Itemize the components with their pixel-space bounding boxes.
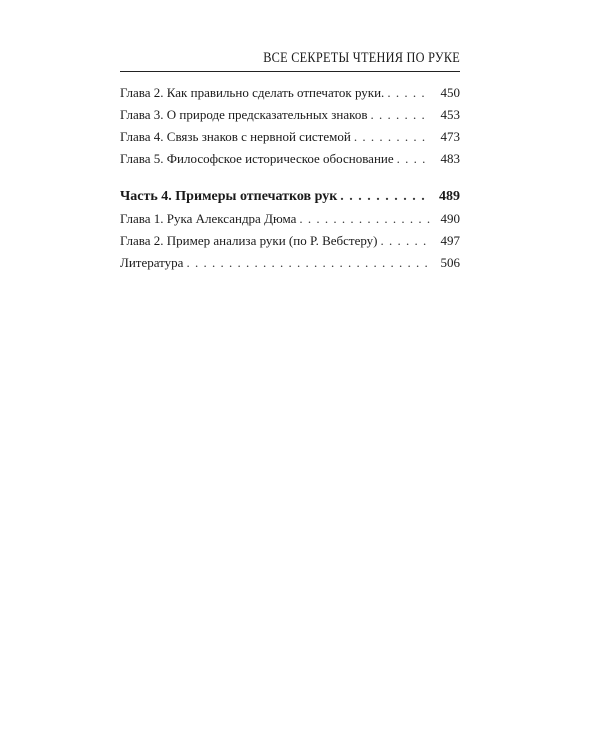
toc-entry-page: 473 xyxy=(440,129,460,144)
toc-entry xyxy=(120,208,460,230)
dot-leader xyxy=(387,82,430,104)
toc-entry-page: 483 xyxy=(440,151,460,166)
toc-entry-page: 490 xyxy=(440,211,460,226)
toc-entry-title: Глава 2. Как правильно сделать отпечаток руки. xyxy=(120,85,385,100)
toc-part-page: 489 xyxy=(439,189,460,204)
toc-entry-page: 506 xyxy=(440,255,460,270)
toc-entry-title: Глава 4. Связь знаков с нервной системой xyxy=(120,129,351,144)
toc-entry-title: Литература xyxy=(120,255,184,270)
toc-entry xyxy=(120,104,460,126)
toc-part-heading xyxy=(120,186,460,208)
dot-leader xyxy=(299,208,430,230)
table-of-contents xyxy=(120,82,460,274)
toc-entry-page: 497 xyxy=(440,233,460,248)
toc-entry-title: Глава 1. Рука Александра Дюма xyxy=(120,211,297,226)
dot-leader xyxy=(397,148,430,170)
dot-leader xyxy=(370,104,430,126)
toc-entry-title: Глава 3. О природе предсказательных знаков xyxy=(120,107,368,122)
toc-entry-title: Глава 2. Пример анализа руки (по Р. Вебстеру) xyxy=(120,233,378,248)
dot-leader xyxy=(340,186,430,208)
dot-leader xyxy=(381,230,430,252)
running-head xyxy=(120,50,460,67)
toc-entry xyxy=(120,252,460,274)
toc-entry-page: 450 xyxy=(440,85,460,100)
toc-entry xyxy=(120,126,460,148)
dot-leader xyxy=(186,252,430,274)
toc-entry xyxy=(120,230,460,252)
dot-leader xyxy=(354,126,430,148)
toc-entry xyxy=(120,148,460,170)
running-head-text: ВСЕ СЕКРЕТЫ ЧТЕНИЯ ПО РУКЕ xyxy=(263,50,460,66)
toc-entry-page: 453 xyxy=(440,107,460,122)
toc-entry-title: Глава 5. Философское историческое обоснование xyxy=(120,151,394,166)
header-rule xyxy=(120,71,460,72)
toc-entry xyxy=(120,82,460,104)
toc-part-title: Часть 4. Примеры отпечатков рук xyxy=(120,189,338,204)
